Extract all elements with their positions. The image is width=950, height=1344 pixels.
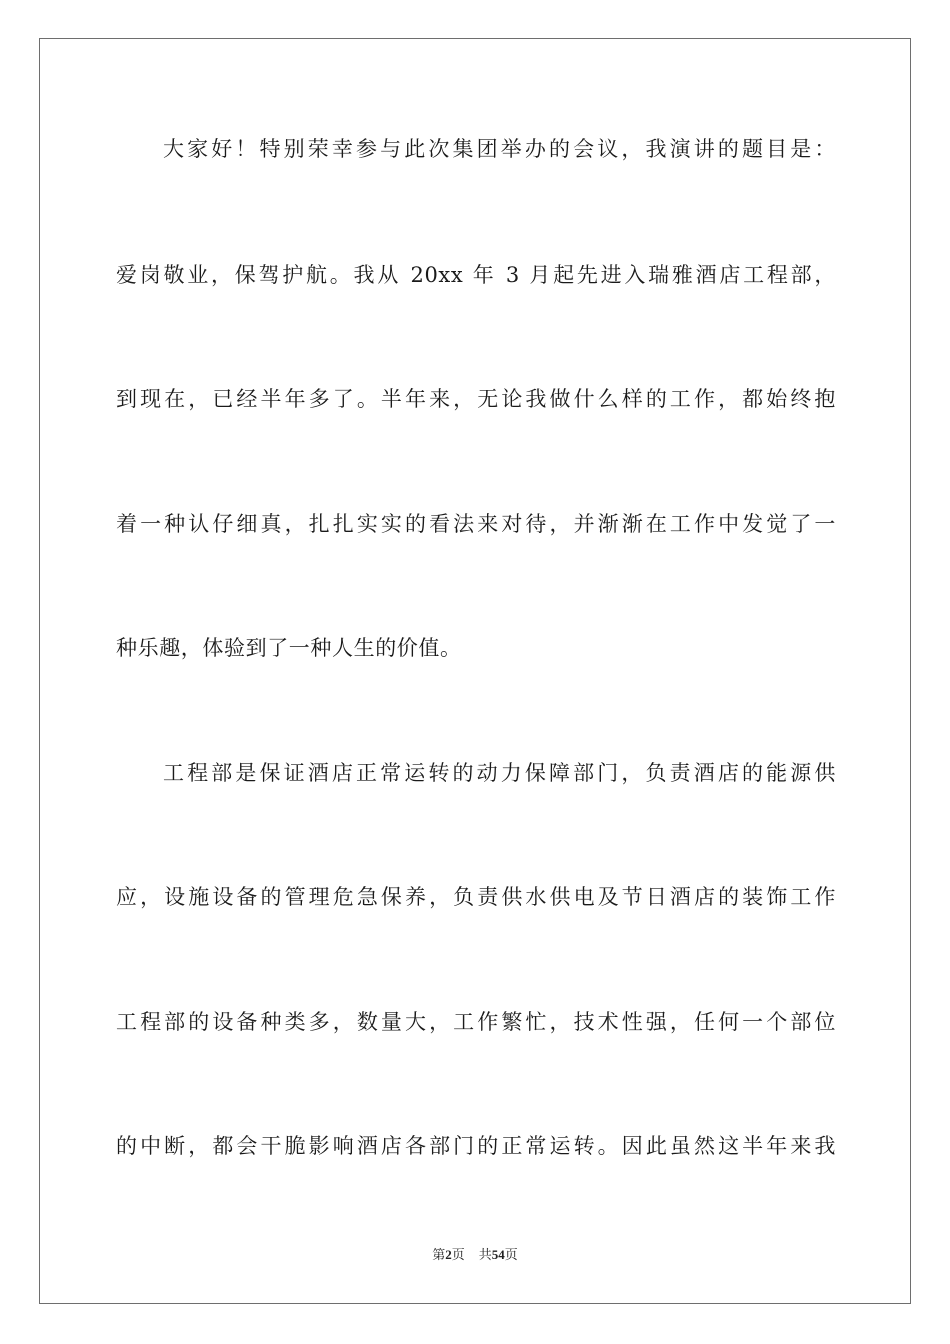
body-line-3: 到现在，已经半年多了。半年来，无论我做什么样的工作，都始终抱 — [116, 387, 836, 411]
page-footer — [0, 1246, 950, 1264]
body-line-4: 着一种认仔细真，扎扎实实的看法来对待，并渐渐在工作中发觉了一 — [116, 512, 836, 536]
footer-page-unit: 页 — [451, 1247, 465, 1262]
footer-page-total: 54 — [491, 1247, 505, 1262]
body-line-1: 大家好！特别荣幸参与此次集团举办的会议，我演讲的题目是： — [163, 137, 836, 161]
body-line-9: 的中断，都会干脆影响酒店各部门的正常运转。因此虽然这半年来我 — [116, 1134, 836, 1158]
body-line-8: 工程部的设备种类多，数量大，工作繁忙，技术性强，任何一个部位 — [116, 1010, 836, 1034]
footer-page-current: 2 — [445, 1247, 452, 1262]
body-line-7: 应，设施设备的管理危急保养，负责供水供电及节日酒店的装饰工作 — [116, 885, 836, 909]
page-frame — [39, 38, 911, 1304]
footer-total-unit: 页 — [504, 1247, 518, 1262]
body-line-6: 工程部是保证酒店正常运转的动力保障部门，负责酒店的能源供 — [163, 761, 836, 785]
footer-page-prefix: 第 — [432, 1247, 446, 1262]
body-line-5: 种乐趣，体验到了一种人生的价值。 — [116, 636, 462, 660]
footer-total-prefix: 共 — [478, 1247, 492, 1262]
body-line-2: 爱岗敬业，保驾护航。我从 20xx 年 3 月起先进入瑞雅酒店工程部， — [116, 263, 836, 287]
